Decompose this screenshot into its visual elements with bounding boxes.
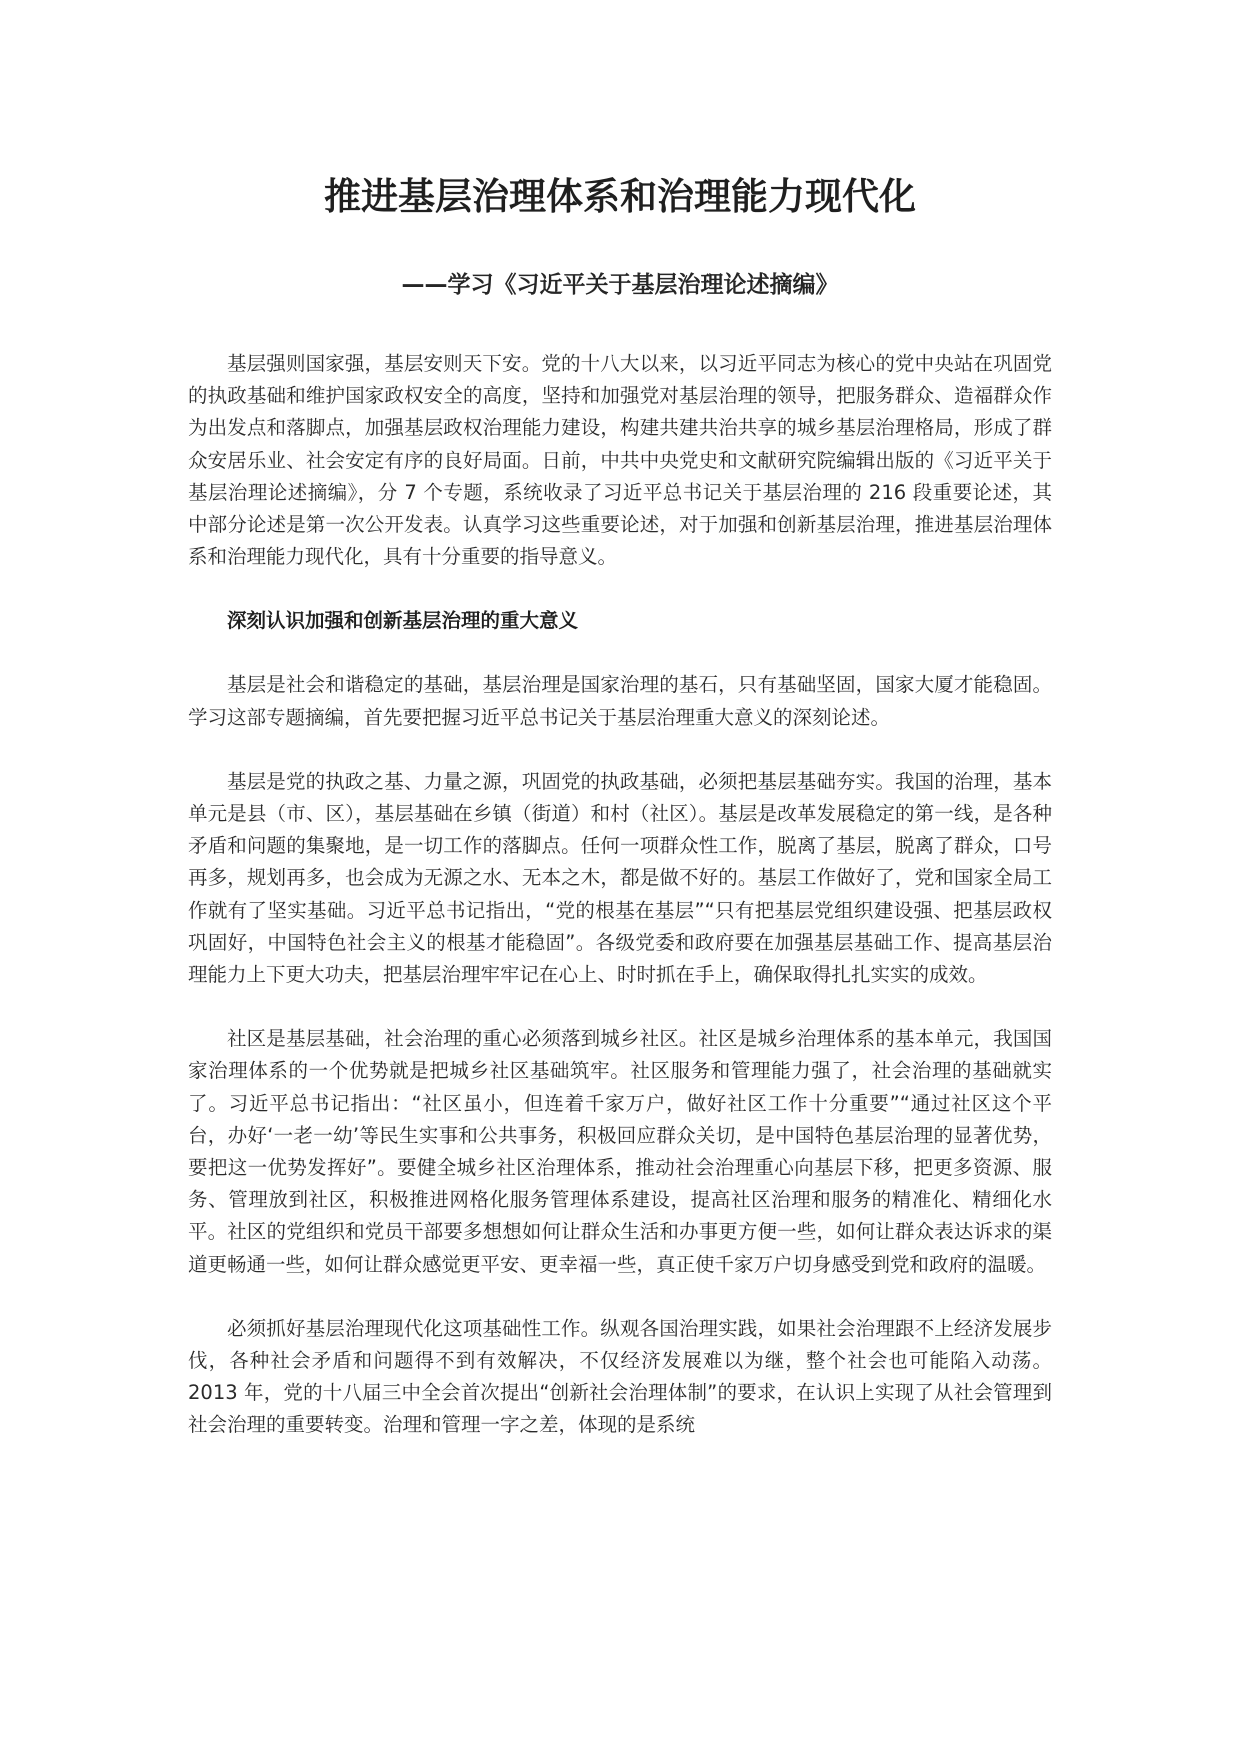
section-heading: 深刻认识加强和创新基层治理的重大意义 — [227, 609, 579, 633]
paragraph-community: 社区是基层基础，社会治理的重心必须落到城乡社区。社区是城乡治理体系的基本单元，我国国家治理体系的一个优势就是把城乡社区基础筑牢。社区服务和管理能力强了，社会治理的基础就实了。习近平总书记指出：“社区虽小，但连着千家万户，做好社区工作十分重要”“通过社区这个平台，办好‘一老一幼’等民生实事和公共事务，积极回应群众关切，是中国特色基层治理的显著优势，要把这一优势发挥好”。要健全城乡社区治理体系，推动社会治理重心向基层下移，把更多资源、服务、管理放到社区，积极推进网格化服务管理体系建设，提高社区治理和服务的精准化、精细化水平。社区的党组织和党员干部要多想想如何让群众生活和办事更方便一些，如何让群众表达诉求的渠道更畅通一些，如何让群众感觉更平安、更幸福一些，真正使千家万户切身感受到党和政府的温暖。 — [188, 1027, 1052, 1276]
paragraph-grassroots-foundation: 基层是党的执政之基、力量之源，巩固党的执政基础，必须把基层基础夯实。我国的治理，基本单元是县（市、区），基层基础在乡镇（街道）和村（社区）。基层是改革发展稳定的第一线，是各种矛盾和问题的集聚地，是一切工作的落脚点。任何一项群众性工作，脱离了基层，脱离了群众，口号再多，规划再多，也会成为无源之水、无本之木，都是做不好的。基层工作做好了，党和国家全局工作就有了坚实基础。习近平总书记指出，“党的根基在基层”“只有把基层党组织建设强、把基层政权巩固好，中国特色社会主义的根基才能稳固”。各级党委和政府要在加强基层基础工作、提高基层治理能力上下更大功夫，把基层治理牢牢记在心上、时时抓在手上，确保取得扎扎实实的成效。 — [188, 769, 1052, 987]
paragraph-modernization: 必须抓好基层治理现代化这项基础性工作。纵观各国治理实践，如果社会治理跟不上经济发展步伐，各种社会矛盾和问题得不到有效解决，不仅经济发展难以为继，整个社会也可能陷入动荡。2013 年，党的十八届三中全会首次提出“创新社会治理体制”的要求，在认识上实现了从社会管理到社会治理的重要转变。治理和管理一字之差，体现的是系统 — [188, 1316, 1052, 1437]
document-subtitle: ——学习《习近平关于基层治理论述摘编》 — [401, 272, 839, 298]
document-title: 推进基层治理体系和治理能力现代化 — [324, 175, 916, 218]
document-body — [188, 348, 1052, 1474]
paragraph-intro: 基层强则国家强，基层安则天下安。党的十八大以来，以习近平同志为核心的党中央站在巩固党的执政基础和维护国家政权安全的高度，坚持和加强党对基层治理的领导，把服务群众、造福群众作为出发点和落脚点，加强基层政权治理能力建设，构建共建共治共享的城乡基层治理格局，形成了群众安居乐业、社会安定有序的良好局面。日前，中共中央党史和文献研究院编辑出版的《习近平关于基层治理论述摘编》，分 7 个专题，系统收录了习近平总书记关于基层治理的 216 段重要论述，其中部分论述是第一次公开发表。认真学习这些重要论述，对于加强和创新基层治理，推进基层治理体系和治理能力现代化，具有十分重要的指导意义。 — [188, 352, 1052, 569]
paragraph-significance: 基层是社会和谐稳定的基础，基层治理是国家治理的基石，只有基础坚固，国家大厦才能稳固。学习这部专题摘编，首先要把握习近平总书记关于基层治理重大意义的深刻论述。 — [188, 673, 1052, 729]
